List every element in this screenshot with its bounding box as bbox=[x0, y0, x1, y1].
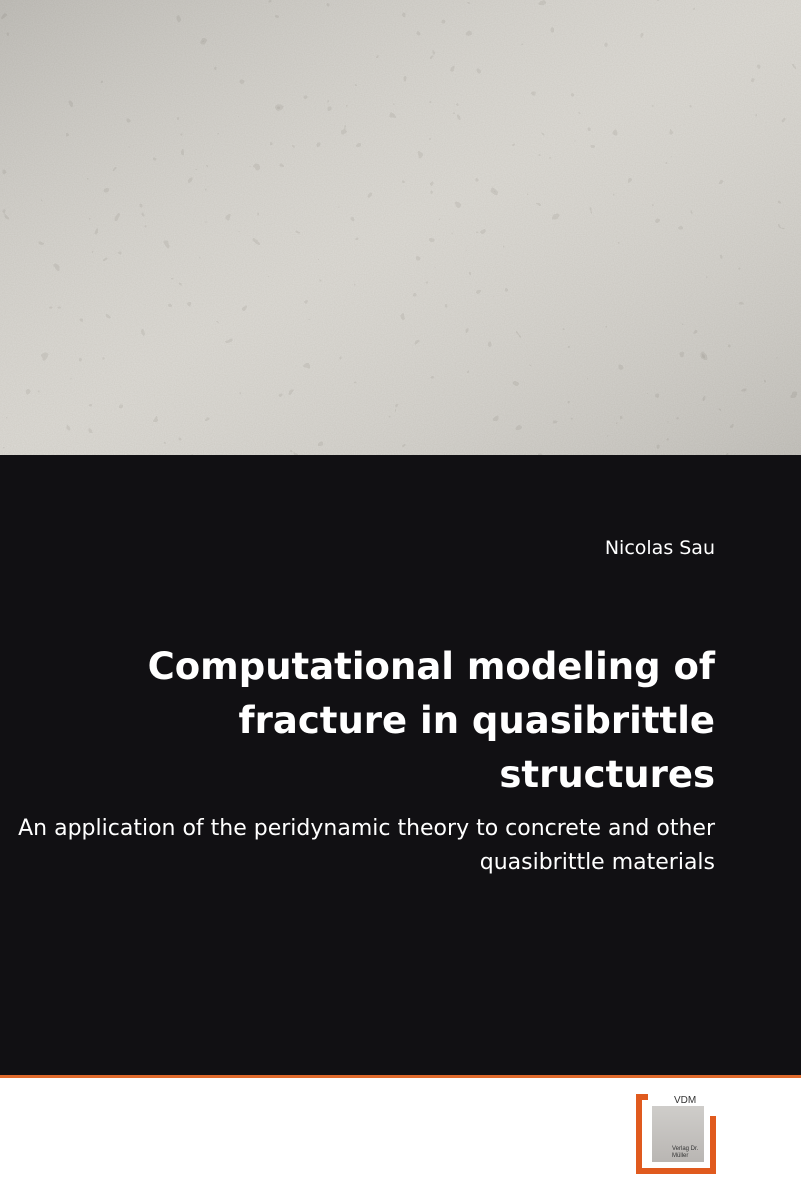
book-subtitle: An application of the peridynamic theory to concrete and other quasibrittle materials bbox=[18, 816, 715, 875]
logo-subtext: Verlag Dr. Müller bbox=[672, 1146, 699, 1159]
book-title: Computational modeling of fracture in quasibrittle structures bbox=[147, 645, 715, 796]
author-name: Nicolas Sau bbox=[604, 537, 715, 559]
publisher-logo bbox=[636, 1094, 716, 1174]
logo-name: VDM bbox=[674, 1095, 697, 1106]
concrete-texture-image bbox=[0, 0, 801, 455]
